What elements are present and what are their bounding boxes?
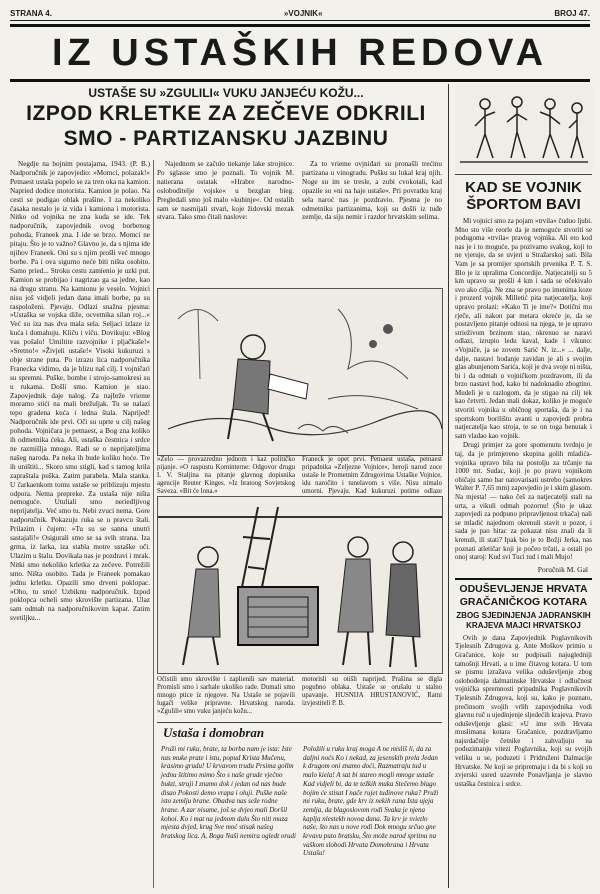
issue-number: BROJ 47. — [554, 8, 590, 18]
article-headline-line2: SMO - PARTIZANSKU JAZBINU — [63, 127, 389, 150]
poem-title: Ustaša i domobran — [163, 725, 265, 740]
illustration-1-caption-left: »Zelo — provazredno jednom i kaz političko pijanje. »O raspustu Kominterne: Odgovor drugu I. V. Staljina na pitanje glavnog dopisnika agencije Reuter Kinges. »Iz bratoog Sovjetskog Saveza. »Bit će lona.« — [157, 456, 295, 495]
sidebar-body — [455, 217, 592, 562]
publication-name: »VOJNIK« — [283, 8, 323, 18]
article-column-2 — [157, 160, 294, 284]
article-headline-line1: IZPOD KRLETKE ZA ZEČEVE ODKRILI — [26, 102, 426, 125]
illustration-rabbit-hutch — [157, 496, 443, 674]
sidebar-signature: Poručnik M. Gal — [537, 564, 588, 574]
masthead-title: IZ USTAŠKIH REDOVA — [51, 31, 549, 74]
article-kicker: USTAŠE SU »ZGULILI« VUKU JANJEĆU KOŽU... — [88, 86, 364, 100]
page-number: STRANA 4. — [10, 8, 52, 18]
article-columns — [10, 160, 442, 888]
column-1-text: Negdje na bojnim postajama, 1943. (P. B.) Nadporučnik je zapovjedio: »Momci, polazak!« Petnaest ustaša popelo se za tren oka na kamion. Napried dodice motorista. Kamion je polao. Na cesti se podigao oblak prašine. I za nekoliko časaka nestalo je iz vida i kamiona i motorista. Nitko od vojnika ne zna kuda se ide. Tek nadporučnik, zapovjednik ovog borbenog pohoda, Franeek zna. I ide se brzo. Momci ne pitaju. Što je to važno? Glavno je, da s njima ide njihov Franeek. Oni su s njim prošli već mnogo borbe. Pa i ova sigurno neće biti ništa osobito. Samo pried... Stroku cestu zamienio je uzki put. Kamion se probijao i nagrizao ga sa jedne, kao na drugu stranu. Na kamionu je veselo. Vojnici nisu još vidjeli jedan dana imali borbe, pa su raspoloženi. Pjevaju. Odlazi snažna pjesma: »Ustaška se vojska diže, ocvetnika silan roj...« Već su iza nas dva mala sela. Seljaci izlaze iz kuća i domahuju. Kliču i viču. Dovikuju: »Blog vas pošalo! Umiltite razvojnike i pljačkaše!« »Sretno!« »Živjeli ustaše!« Visoki kukuruzi s obje strane puta. Po izrazu lica nadporučnika Franecka vidimo, da je blizu naš cilj. I vojničari su spremni. Puške, bombe i strojo-samokresi su u rukama. Došli smo. Kamion je stao. Zapovjednik daje nalog. Za najbrže vrieme moramo stići na mali brežuljak. Tu se nalazi tepo gradena kuća i ledna štala. Naprijed! Nadporučnik ide prvi. Oči su uprte u cilj našeg pohoda. Vojničara je petnaest, a Bog zna koliko ih odmetnika ćeka. Ali, ustaška čestnica i srdce ne razmišlja mnogo. Radi se o neprijateljima našeg naroda. Pa neka ih bude koliko hoće. Tre ih uništiti... Skoro smo stigli, kad s tamog krila zapraštala puška. Zatim parabela. Mala stanka. U čarkaenkom tomu ustaše se priblizuju mjestu odpora. Nema prepreke. Za ustaša nije ništa nemoguće. Utuliali smo neriedljivog neprijatelja. Već smo tu. Nebi zvuci nema. Gore nadporučnik. Pokazuju ruka se u pravcu štali. Prilazim i čujem: »Tu su se sanna unutri sastajali!« Osigurali smo se sa svih strana. Iza grma, iz larka, iza stabla motre ustaške oči. Ulazim u štalu. Dovikala nas je pozdravi i mrak. Nitki smo nekoliko krletka za zečeve. Potrežili smo. Ništa osobito. Tada je Franeek pomakao jednu krletku. Opazili smo drveni poklopac. »Oho, tu smo! Uzbiknu nadporučnik. Izpod poklopca ocheli smo skrovište partizana. Ulaz sam odmah na nadporučnikovim kapar. Zatim svetiljku... — [10, 160, 150, 623]
illustration-soldier-reading — [157, 288, 443, 456]
sports-sketch-illustration — [455, 84, 592, 175]
second-article-subheadline: ZBOG SJEDINJENJA JADRANSKIH KRAJEVA MAJCI HRVATSKOJ — [456, 610, 591, 630]
illustration-2-caption-right: motorisli su otišli naprijed. Prašina se digla pogubno oblaka. Ustaše se orušalu u stalno upavanje. HUSNIJA HRUSTANOVIĆ, Ratni izvjestiteli P. B. — [302, 676, 442, 707]
illustration-1-caption-right: Franeck je opet prvi. Petnaest ustaša, petnaest pripadnika »Zeljezne Vojnice«, heroji narod zoce ustaše le Prometnim Zdrugovima Ustaške Vojnice, idu naročito i tunelavom s više. Nisu nimalo umorni. Pjevaju. Kad kukuruzi potime odlaze — [302, 456, 442, 495]
article-column-1 — [10, 160, 154, 888]
sidebar-text-2: Drugi primjer za gore spomenutu tvrdnju je taj, da je primjereno skupina golih mladića-vojnika upravo bila na postolju za trčanje na 1000 mt. Sudac, koji je po pravu vojnikom običaju samo bar natovarisati ustrebo (samokres Walter P. 7,65 mm) zapovjedio je i skim glasom. Na mjesta! — nako češ za natjecatelji stali na urta, a vikuli odmah pozornu! (Što je ukaz zapovjedi za podpuno pripravljenost trkača) nali se mladić najednom okrenuli stavit u pozor, i sada je pao hitac za pokazat nisu znali da li krenuli, ili stati? Ipak bio je to Božji Jerka, nas poznati atletičar koji je počeo trčati, a ostali po onoj staroj: Kud svi Tuci tud i mali Mujo! — [455, 441, 592, 562]
column-2-text: Najednom se začulo tiekanje lake strojnice. Po sglasse smo je poznali. To vojnik M. natierana ostatak »Hrabre narodno-osloboditelje vojske« u bezglan bieg. Pregledali smo još malo »kuhinje«. Od ostalih sam se nasmijali stvari, koje židovski mezak stvara. Tako smo čitali naslove: — [157, 160, 294, 222]
poem-section — [157, 722, 442, 888]
column-3-text: Za to vrieme ovjniđari su pronašli trećinu partizana u vinogradu. Pušku su lukal kraj njih. Noge su im se tresle, a zubi cvokotali, kad opazile su »ni na haje ustaše«. Pri povratku kraj sela naroć nas je pozdravio. Pjesma je no odmetniku partizanima, koji su došli iz tuđe zemlje, da siju nemir i razdor hrvatskim selima. — [302, 160, 442, 222]
main-article — [10, 84, 442, 888]
soldier-reading-drawing — [158, 289, 442, 455]
rabbit-hutch-drawing — [158, 497, 442, 673]
masthead — [10, 24, 590, 82]
page-header — [10, 6, 590, 21]
sidebar-article — [448, 84, 592, 888]
illustration-2-caption-left: Očistili smo skrovište i zaplienili sav material. Promisli smo i sarhale ukoliko rade. Dumali smo mnogo ptice iz njegove. Na Ustaše se pojavili lugači velike pripravne. Hrvatskog naroda. »Zgulili« smo vuku janjeću kožu... — [157, 676, 295, 715]
second-article-text: Ovih je dana Zapovjednik Poglavnikovih Tjelesnih Zdrugova g. Ante Moškov primio u Gračanice, koje su podpisali najugledniji tamošnji Hrvati, a u ime čitavog kotara. U tom se pismu izražava velika oduševljenje zbog oslobođenja dalmatinske Hrvatske i odlučnost vojnička spremnosti pripadnika Poglavnikovih Tjelesnih Zdrugova, koji su, kako je poznato, prečinsom svojih vrlih zapovjednika vodi glavnu ruč u ujedinjenje sljedećih krajeva. Pravo oduševljenje glasi: »U ime svih Hrvata muslimana kotara Gračanice, pozdravljamo najsrdačnije četnike i zahvaljuju na poduzimanju vitezi Poglavnika, koji su svojih veliku u se, poduzeti i Pridruženi Dalmacije Hrvatske. Ne koji se pripremaju i da bi s koji su zvjerski usred uzavrele Ponavljanja je slavno ustaška čestnica i srdce. — [455, 633, 592, 788]
sidebar-text-1: Mi vojnici smo za pojam »trvila« čuduo ljubi. Mno sto više reorle da je nemoguće stvoriti se podugoma »trvila« pravog vojnika. Ali eto kod nas je i to moguće, pa pozivamo svakog, koji to ne vjeruje, da se uvjeri u Stražarskoj sati. Bila Vam je sa promijer sportskih prvenika P. T. S. Blo je iz upralima Concordije. Natjecatelji su 5 km upravo su prošli 4 km i sada se očekivalo svo ako cilja. Ne zna se pravo po imenima koze i prozerd vojnik Milletić pita natjecatelja, koji upravo prolazi: »Kako Ti je ime?« Dotični mu rječe, ali nakon par metara okreće je, da se postavljeno pitanje odnosi na njega, te je upravo strieživom brzinom stao, okrenuo se naravi odlazi, izrupio ledu kaval, kade i vikuno: »Vojniče, ja se zovem Sarić N. iz...« ... dalje, dalje, nastavi hodanje zavidan je ali s svojim glas abunjenom Sarića, koji je dva svoje ni ništa, bi i da odmah u vojničkom pozdravom, ili da brzo nastavi hod, kako bi nadoknadio zbogtino. Mudeli je u razlogom, da je stigao na cilj tek kao četvrti. Jedan mali dokaz, koliko je moguće stvoriti vojnika u običnog sportaša, da je i na sportskom borilištu avanti u zapovjedi probra natjecatelja kao stroja, te se on toga benutak i sam vladao kao vojnik. — [455, 217, 592, 440]
poem-left-column: Pruži mi ruku, brate, ta borba nam je ista: Iste nas muke prate i istu, popud Krista Mučenu, krasimo grudu! U krvavom trudu Prsima gollm jednu štitimo mimo Što s naše grude vječno bukti, struji I znamo dok i jedan od nas bude disao Pokosti demo vrapa i oluji. Puške naše isto zemlju brane. Obadva nas seže rodne hrane. A zar nisame, još se dvjeo mali Doršil kohoi. Ko i mat na jednom dalu Što niti muza mjesta dvjed, krug Sve moć stisak našeg bratskog lica. A, Bogu Naši nemira ogledt orudi — [161, 745, 297, 841]
sidebar-headline: KAD SE VOJNIK ŠPORTOM BAVI — [465, 179, 582, 213]
poem-right-column: Položili u ruku kraj moga A ne misliš li, da za daljni noćs Ko i nekad, za jesenskih prela Jedan k drugom oni znamo doći, Razmatraju tud u malo kiela! A sat bi stareo mogli mnoge ustaše Kad vidjeli bi, da te težkih muka Stečemo blago bojim će stisat I nače rujet tuđinove ruka? Pruži mi ruku, brate, gde krv iz nekih rana Ista ujeja zemlja, da blagoslovom rodi Svaka je njena kaplja nlestekh novoa dana. Ta krv je svietlo naše, što nas u nove rodi Dok mnogu srčuo gne krvavu puto bratsku, Što može narod spritnu na vaškom slobodi Hrvata Domobrana i Hrvata Ustašu! — [303, 745, 439, 858]
second-article-headline: ODUŠEVLJENJE HRVATA GRAČANIČKOG KOTARA — [455, 578, 592, 609]
second-article-body — [455, 634, 592, 789]
runners-drawing — [455, 84, 593, 172]
article-column-3 — [302, 160, 442, 284]
